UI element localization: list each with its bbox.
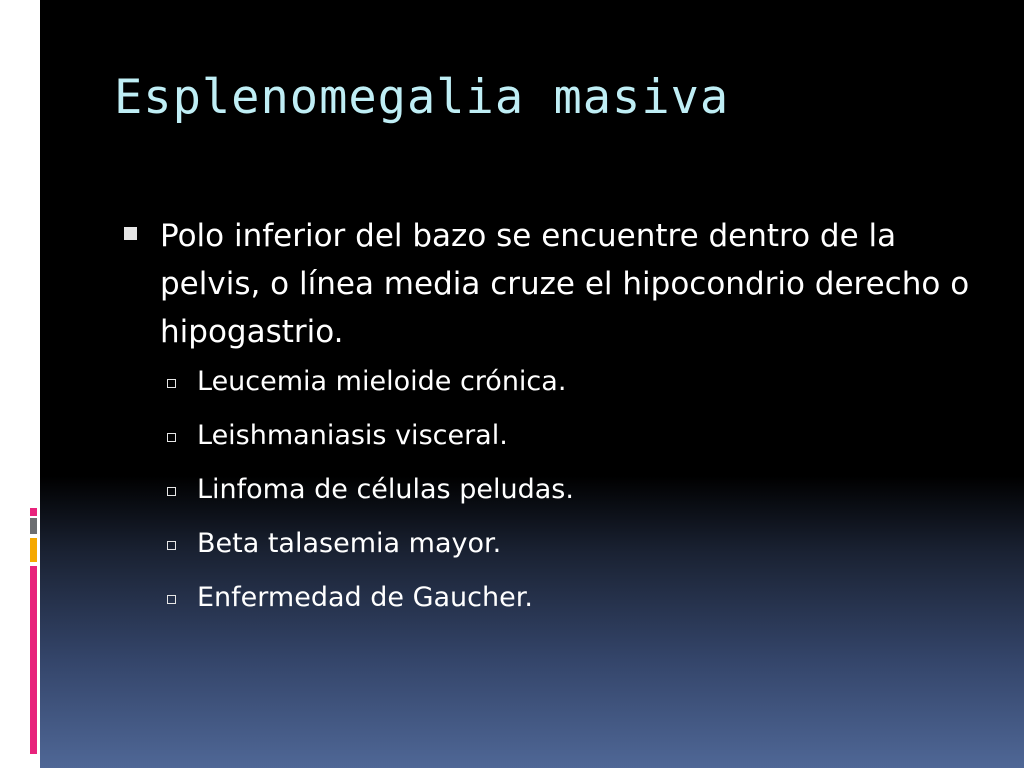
sub-bullet-text: Beta talasemia mayor. [197, 528, 502, 559]
sub-bullet-text: Leishmaniasis visceral. [197, 420, 508, 451]
sub-bullet-item [120, 416, 970, 470]
hollow-square-bullet-icon [167, 541, 176, 550]
slide-title: Esplenomegalia masiva [114, 70, 730, 125]
accent-bar-yellow [30, 538, 37, 562]
sub-bullet-item [120, 524, 970, 578]
sub-bullet-text: Leucemia mieloide crónica. [197, 366, 567, 397]
hollow-square-bullet-icon [167, 379, 176, 388]
sub-bullet-item [120, 470, 970, 524]
sub-bullet-text: Linfoma de células peludas. [197, 474, 574, 505]
sub-bullet-list [120, 362, 970, 632]
hollow-square-bullet-icon [167, 487, 176, 496]
hollow-square-bullet-icon [167, 595, 176, 604]
main-bullet-text: Polo inferior del bazo se encuentre dentro de la pelvis, o línea media cruze el hipocondrio derecho o hipogastrio. [160, 218, 970, 350]
sub-bullet-item [120, 578, 970, 632]
square-bullet-icon [124, 227, 137, 240]
hollow-square-bullet-icon [167, 433, 176, 442]
accent-bar-gray [30, 518, 37, 534]
main-bullet-item [120, 212, 970, 356]
sub-bullet-item [120, 362, 970, 416]
accent-bar-pink-long [30, 566, 37, 754]
sub-bullet-text: Enfermedad de Gaucher. [197, 582, 533, 613]
slide-content [120, 212, 970, 632]
accent-bar-pink-top [30, 508, 37, 516]
